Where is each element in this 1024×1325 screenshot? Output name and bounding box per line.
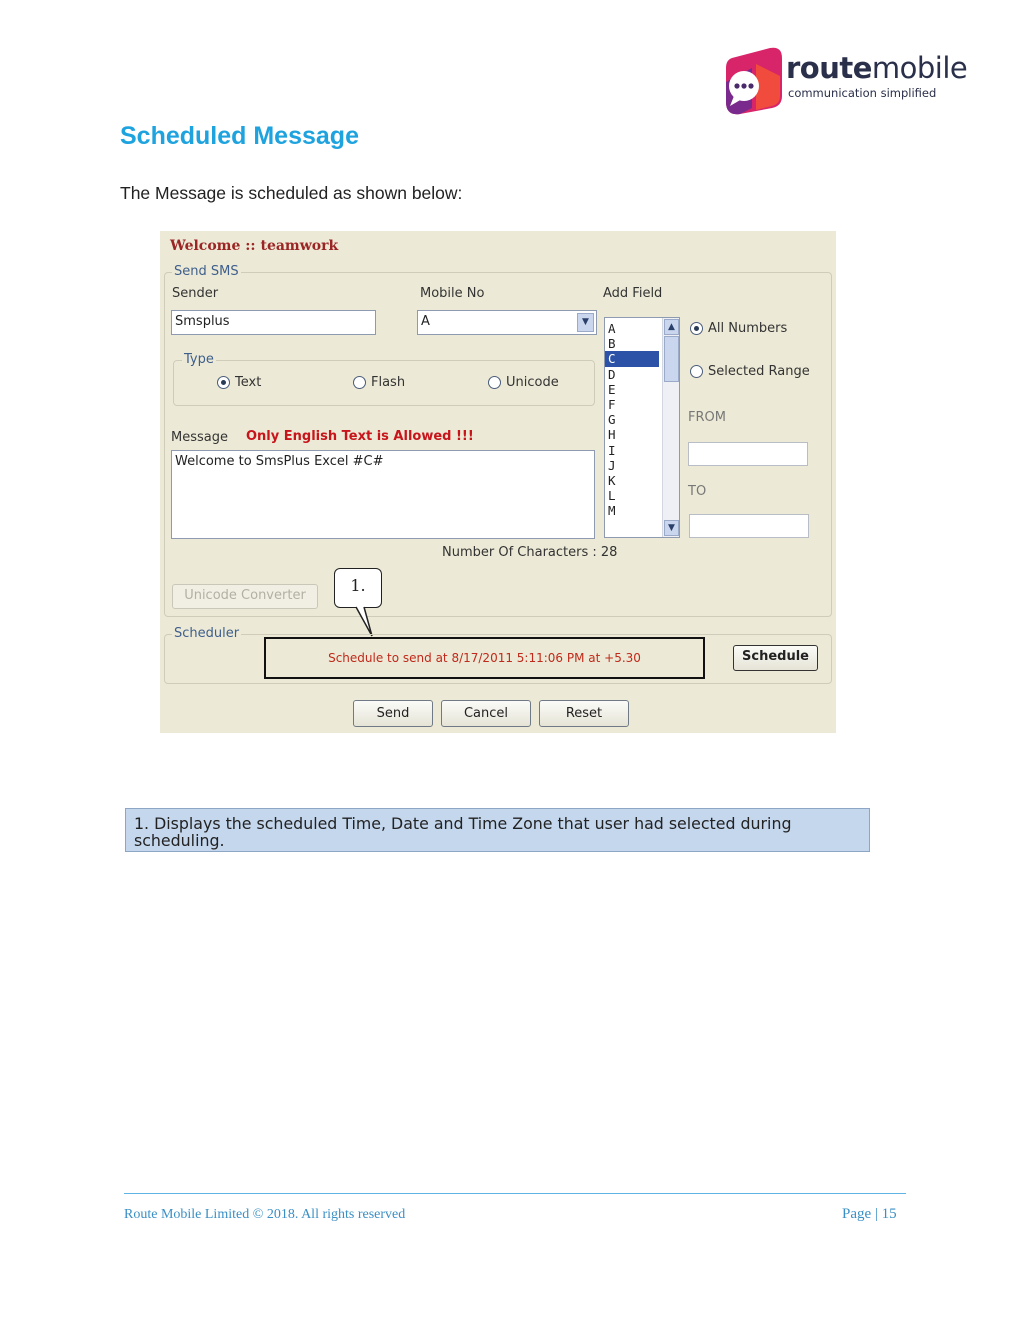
message-warning: Only English Text is Allowed !!! xyxy=(246,429,474,444)
mobile-no-label: Mobile No xyxy=(420,286,485,301)
type-group-label: Type xyxy=(184,352,214,367)
radio-checked-icon[interactable] xyxy=(690,322,703,335)
sender-label: Sender xyxy=(172,286,219,301)
page-number: Page | 15 xyxy=(842,1206,897,1222)
page-title: Scheduled Message xyxy=(120,122,359,150)
chevron-down-icon[interactable]: ▼ xyxy=(577,313,594,332)
welcome-title: Welcome :: teamwork xyxy=(170,238,339,254)
unicode-converter-button[interactable]: Unicode Converter xyxy=(172,584,318,609)
route-mobile-logo xyxy=(722,46,968,116)
mobile-no-value: A xyxy=(421,314,430,329)
callout-marker: 1. xyxy=(334,568,382,608)
chat-bubble-logo-icon xyxy=(722,46,784,116)
send-button[interactable]: Send xyxy=(353,700,433,727)
scrollbar-thumb[interactable] xyxy=(664,336,679,382)
radio-checked-icon[interactable] xyxy=(217,376,230,389)
list-item[interactable]: B xyxy=(608,336,616,352)
send-sms-group-label: Send SMS xyxy=(174,264,239,279)
list-item[interactable]: I xyxy=(608,442,616,458)
selected-range-label: Selected Range xyxy=(708,364,810,379)
reset-button[interactable]: Reset xyxy=(539,700,629,727)
list-item[interactable]: M xyxy=(608,503,616,519)
sender-input[interactable]: Smsplus xyxy=(171,310,376,335)
message-textarea[interactable]: Welcome to SmsPlus Excel #C# xyxy=(171,450,595,539)
listbox-scrollbar[interactable] xyxy=(662,318,679,537)
cancel-button[interactable]: Cancel xyxy=(441,700,531,727)
list-item[interactable]: G xyxy=(608,412,616,428)
chevron-down-icon[interactable]: ▼ xyxy=(664,520,679,536)
all-numbers-radio[interactable] xyxy=(690,321,787,336)
list-item[interactable]: D xyxy=(608,366,616,382)
list-item[interactable]: L xyxy=(608,488,616,504)
list-item[interactable]: K xyxy=(608,473,616,489)
from-label: FROM xyxy=(688,410,726,425)
intro-text: The Message is scheduled as shown below: xyxy=(120,183,463,203)
type-flash-radio[interactable] xyxy=(353,375,405,390)
logo-tagline: communication simplified xyxy=(788,86,937,100)
type-flash-label: Flash xyxy=(371,375,406,390)
add-field-listbox[interactable] xyxy=(604,317,680,538)
list-item[interactable]: E xyxy=(608,381,616,397)
footer-copyright: Route Mobile Limited © 2018. All rights reserved xyxy=(124,1207,406,1222)
chevron-up-icon[interactable]: ▲ xyxy=(664,319,679,335)
logo-brand: routemobile xyxy=(786,51,968,85)
all-numbers-label: All Numbers xyxy=(708,321,788,336)
list-item[interactable]: A xyxy=(608,321,616,336)
list-item-selected[interactable]: C xyxy=(605,351,659,366)
char-count: Number Of Characters : 28 xyxy=(442,545,618,560)
list-item[interactable]: H xyxy=(608,427,616,443)
list-item[interactable]: J xyxy=(608,457,616,473)
type-text-radio[interactable] xyxy=(217,375,261,390)
schedule-info: Schedule to send at 8/17/2011 5:11:06 PM at +5.30 xyxy=(264,637,705,679)
footer-divider xyxy=(124,1193,906,1194)
to-label: TO xyxy=(688,484,707,499)
message-label: Message xyxy=(171,430,228,445)
sms-app-window xyxy=(160,231,836,733)
mobile-no-select[interactable] xyxy=(417,310,597,335)
radio-unchecked-icon[interactable] xyxy=(488,376,501,389)
selected-range-radio[interactable] xyxy=(690,364,810,379)
from-input[interactable] xyxy=(688,442,808,466)
add-field-label: Add Field xyxy=(603,286,663,301)
scheduler-group-label: Scheduler xyxy=(174,626,240,641)
type-text-label: Text xyxy=(235,375,262,390)
to-input[interactable] xyxy=(689,514,809,538)
radio-unchecked-icon[interactable] xyxy=(690,365,703,378)
radio-unchecked-icon[interactable] xyxy=(353,376,366,389)
schedule-button[interactable]: Schedule xyxy=(733,645,818,671)
callout-note: 1. Displays the scheduled Time, Date and Time Zone that user had selected during scheduling. xyxy=(125,808,870,852)
type-unicode-radio[interactable] xyxy=(488,375,559,390)
list-item[interactable]: F xyxy=(608,397,616,413)
type-unicode-label: Unicode xyxy=(506,375,559,390)
